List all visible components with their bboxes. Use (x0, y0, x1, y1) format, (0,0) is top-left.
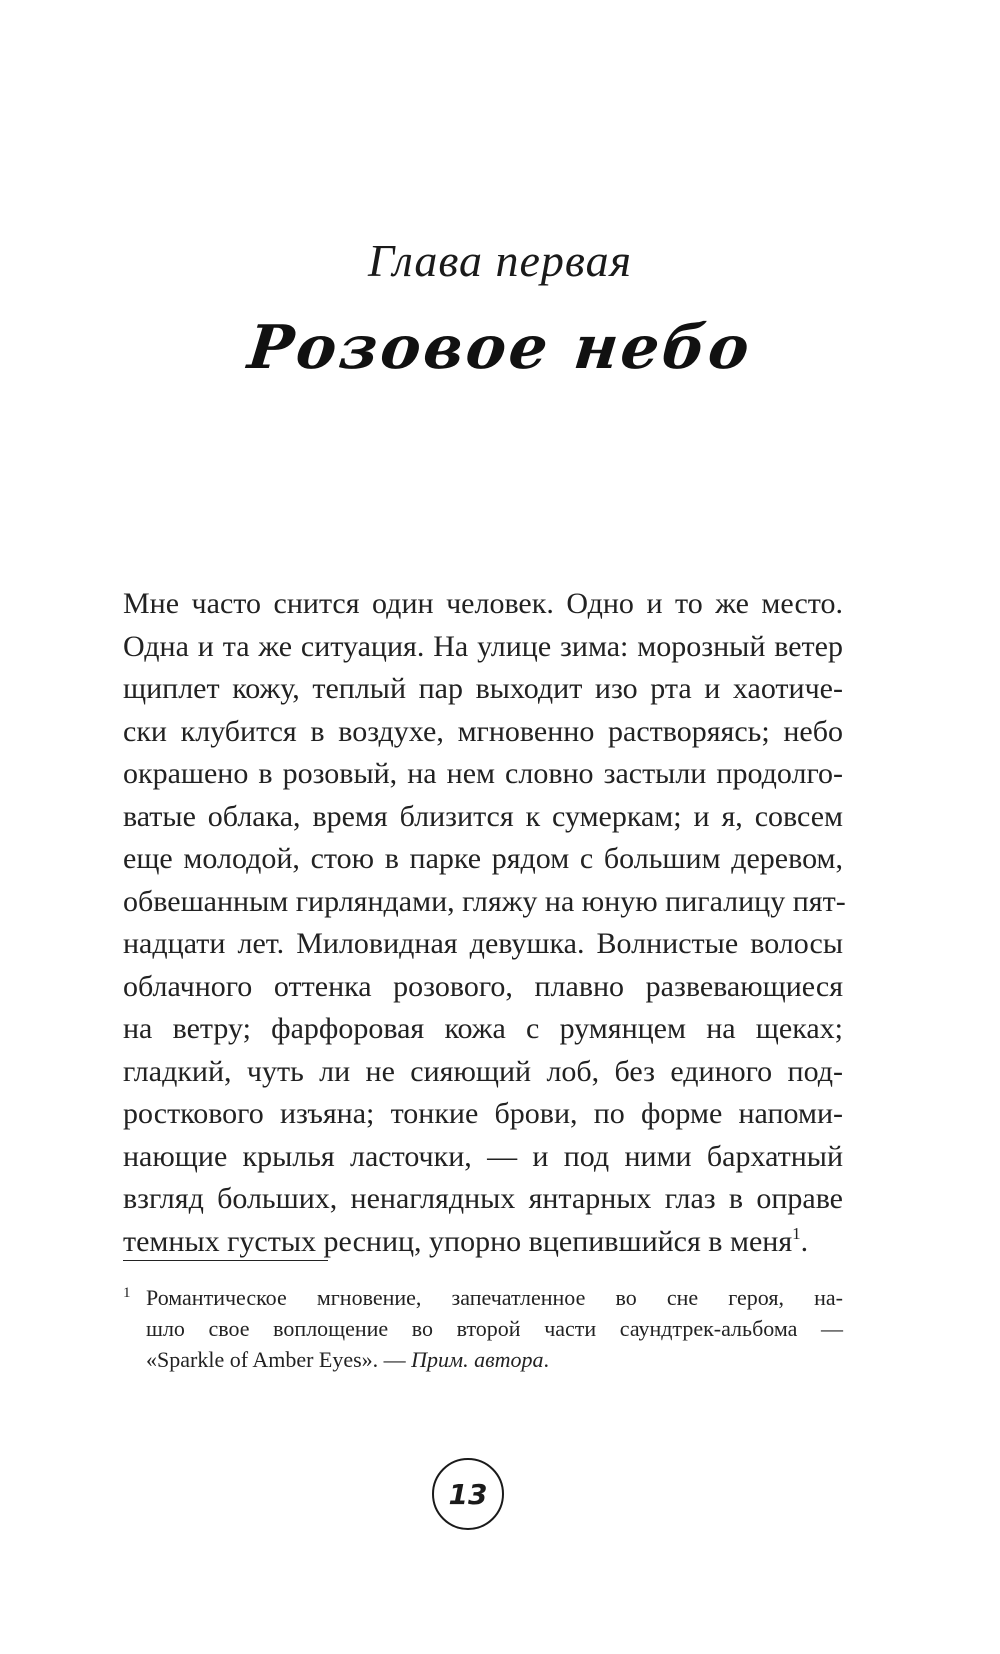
footnote-divider (123, 1260, 328, 1261)
body-line: на ветру; фарфоровая кожа с румянцем на щеках; (123, 1012, 843, 1045)
footnote (123, 1282, 843, 1375)
body-line: обвешанным гирляндами, гляжу на юную пигалицу пят- (123, 884, 846, 918)
body-last-line-text: темных густых ресниц, упорно вцепившийся в меня (123, 1224, 793, 1258)
footnote-last-line-text: «Sparkle of Amber Eyes». — (146, 1347, 412, 1372)
body-line: окрашено в розовый, на нем словно застыли продолго- (123, 757, 843, 790)
footnote-reference[interactable]: 1 (792, 1223, 801, 1243)
body-line: нающие крылья ласточки, — и под ними бархатный (123, 1139, 843, 1173)
page-number: 13 (432, 1458, 504, 1530)
body-last-line: темных густых ресниц, упорно вцепившийся в меня$^1$. (123, 1223, 809, 1258)
body-line: Мне часто снится один человек. Одно и то же место. (123, 587, 843, 620)
footnote-last-line (146, 1344, 843, 1375)
body-text (123, 583, 846, 1263)
body-line: надцати лет. Миловидная девушка. Волнистые волосы (123, 927, 843, 960)
chapter-label: Глава первая (368, 235, 632, 286)
footnote-body (146, 1282, 843, 1375)
body-line: Одна и та же ситуация. На улице зима: морозный ветер (123, 629, 843, 663)
body-line: взгляд больших, ненаглядных янтарных глаз в оправе (123, 1182, 843, 1215)
body-line: росткового изъяна; тонкие брови, по форме напоми- (123, 1097, 843, 1130)
footnote-line: шло свое воплощение во второй части саундтрек-альбома — (146, 1316, 843, 1341)
body-line: еще молодой, стою в парке рядом с большим деревом, (123, 842, 843, 875)
body-line: облачного оттенка розового, плавно развевающиеся (123, 969, 843, 1003)
chapter-title: Розовое небо (244, 313, 756, 383)
body-line: щиплет кожу, теплый пар выходит изо рта и хаотиче- (123, 672, 843, 705)
body-line: ски клубится в воздухе, мгновенно растворяясь; небо (123, 714, 843, 748)
footnote-attribution-end: . (543, 1347, 550, 1372)
footnote-line: Романтическое мгновение, запечатленное во сне героя, на- (146, 1285, 843, 1310)
body-line: ватые облака, время близится к сумеркам; и я, совсем (123, 799, 843, 833)
footnote-number: 1 (123, 1285, 131, 1301)
footnote-attribution: Прим. автора (411, 1347, 544, 1372)
body-line: гладкий, чуть ли не сияющий лоб, без единого под- (123, 1054, 843, 1088)
